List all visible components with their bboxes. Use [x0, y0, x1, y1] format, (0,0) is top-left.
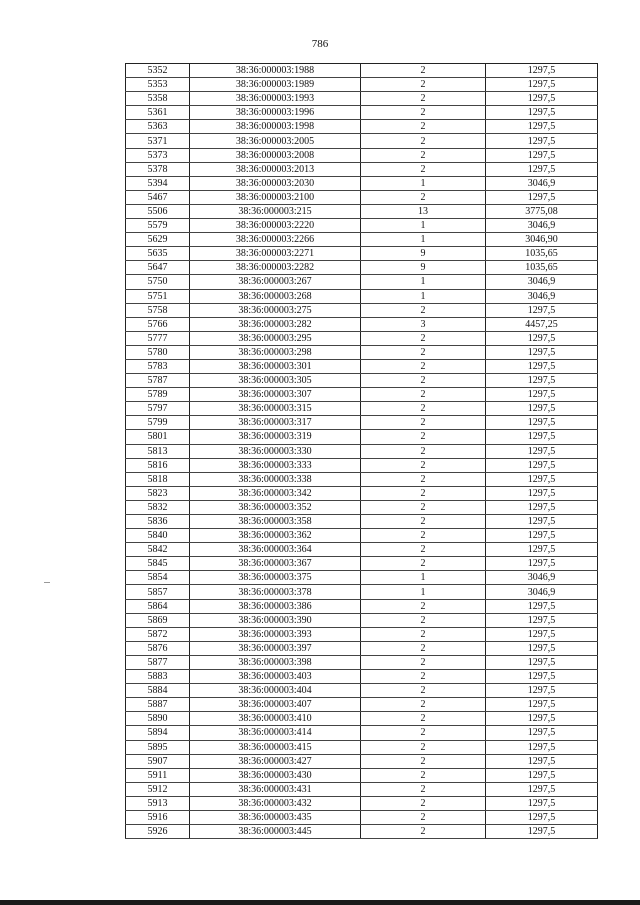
- record-number-cell: 5911: [126, 768, 190, 782]
- value-cell: 1297,5: [486, 430, 598, 444]
- record-number-cell: 5787: [126, 374, 190, 388]
- quantity-cell: 2: [361, 613, 486, 627]
- table-row: [126, 627, 598, 641]
- value-cell: 1297,5: [486, 684, 598, 698]
- quantity-cell: 2: [361, 134, 486, 148]
- quantity-cell: 2: [361, 345, 486, 359]
- record-number-cell: 5751: [126, 289, 190, 303]
- quantity-cell: 1: [361, 571, 486, 585]
- quantity-cell: 2: [361, 162, 486, 176]
- cadastral-number-cell: 38:36:000003:352: [190, 500, 361, 514]
- table-row: [126, 796, 598, 810]
- value-cell: 1297,5: [486, 92, 598, 106]
- quantity-cell: 2: [361, 698, 486, 712]
- cadastral-number-cell: 38:36:000003:275: [190, 303, 361, 317]
- cadastral-number-cell: 38:36:000003:2266: [190, 233, 361, 247]
- cadastral-number-cell: 38:36:000003:431: [190, 782, 361, 796]
- value-cell: 1297,5: [486, 402, 598, 416]
- value-cell: 1297,5: [486, 810, 598, 824]
- table-row: [126, 500, 598, 514]
- cadastral-number-cell: 38:36:000003:2013: [190, 162, 361, 176]
- table-row: [126, 557, 598, 571]
- table-row: [126, 515, 598, 529]
- record-number-cell: 5840: [126, 529, 190, 543]
- quantity-cell: 2: [361, 768, 486, 782]
- quantity-cell: 2: [361, 416, 486, 430]
- record-number-cell: 5506: [126, 204, 190, 218]
- value-cell: 1297,5: [486, 782, 598, 796]
- table-row: [126, 529, 598, 543]
- record-number-cell: 5813: [126, 444, 190, 458]
- cadastral-number-cell: 38:36:000003:305: [190, 374, 361, 388]
- value-cell: 1297,5: [486, 444, 598, 458]
- quantity-cell: 2: [361, 190, 486, 204]
- value-cell: 1297,5: [486, 655, 598, 669]
- table-row: [126, 233, 598, 247]
- cadastral-number-cell: 38:36:000003:432: [190, 796, 361, 810]
- value-cell: 1297,5: [486, 825, 598, 839]
- quantity-cell: 2: [361, 599, 486, 613]
- record-number-cell: 5797: [126, 402, 190, 416]
- value-cell: 3046,9: [486, 275, 598, 289]
- value-cell: 1297,5: [486, 374, 598, 388]
- record-number-cell: 5783: [126, 359, 190, 373]
- value-cell: 3046,9: [486, 176, 598, 190]
- value-cell: 1297,5: [486, 64, 598, 78]
- value-cell: 1297,5: [486, 78, 598, 92]
- cadastral-number-cell: 38:36:000003:404: [190, 684, 361, 698]
- quantity-cell: 2: [361, 782, 486, 796]
- table-row: [126, 740, 598, 754]
- cadastral-number-cell: 38:36:000003:298: [190, 345, 361, 359]
- quantity-cell: 2: [361, 670, 486, 684]
- cadastral-number-cell: 38:36:000003:307: [190, 388, 361, 402]
- quantity-cell: 2: [361, 374, 486, 388]
- record-number-cell: 5378: [126, 162, 190, 176]
- quantity-cell: 2: [361, 500, 486, 514]
- record-number-cell: 5635: [126, 247, 190, 261]
- value-cell: 1297,5: [486, 768, 598, 782]
- quantity-cell: 2: [361, 388, 486, 402]
- record-number-cell: 5857: [126, 585, 190, 599]
- record-number-cell: 5864: [126, 599, 190, 613]
- table-row: [126, 599, 598, 613]
- table-row: [126, 402, 598, 416]
- cadastral-number-cell: 38:36:000003:386: [190, 599, 361, 613]
- value-cell: 1297,5: [486, 134, 598, 148]
- quantity-cell: 9: [361, 247, 486, 261]
- cadastral-number-cell: 38:36:000003:1988: [190, 64, 361, 78]
- value-cell: 1297,5: [486, 740, 598, 754]
- cadastral-number-cell: 38:36:000003:1996: [190, 106, 361, 120]
- value-cell: 3046,9: [486, 571, 598, 585]
- table-row: [126, 92, 598, 106]
- record-number-cell: 5883: [126, 670, 190, 684]
- record-number-cell: 5912: [126, 782, 190, 796]
- table-row: [126, 726, 598, 740]
- table-row: [126, 162, 598, 176]
- quantity-cell: 2: [361, 796, 486, 810]
- table-row: [126, 275, 598, 289]
- cadastral-number-cell: 38:36:000003:403: [190, 670, 361, 684]
- cadastral-number-cell: 38:36:000003:342: [190, 486, 361, 500]
- cadastral-number-cell: 38:36:000003:367: [190, 557, 361, 571]
- record-number-cell: 5818: [126, 472, 190, 486]
- quantity-cell: 2: [361, 627, 486, 641]
- record-number-cell: 5629: [126, 233, 190, 247]
- record-number-cell: 5789: [126, 388, 190, 402]
- cadastral-number-cell: 38:36:000003:2220: [190, 219, 361, 233]
- value-cell: 1297,5: [486, 388, 598, 402]
- quantity-cell: 2: [361, 810, 486, 824]
- quantity-cell: 2: [361, 543, 486, 557]
- record-number-cell: 5361: [126, 106, 190, 120]
- cadastral-number-cell: 38:36:000003:378: [190, 585, 361, 599]
- cadastral-number-cell: 38:36:000003:407: [190, 698, 361, 712]
- quantity-cell: 2: [361, 359, 486, 373]
- quantity-cell: 9: [361, 261, 486, 275]
- value-cell: 3046,9: [486, 585, 598, 599]
- table-row: [126, 120, 598, 134]
- value-cell: 1297,5: [486, 754, 598, 768]
- value-cell: 3046,9: [486, 289, 598, 303]
- cadastral-number-cell: 38:36:000003:282: [190, 317, 361, 331]
- record-number-cell: 5353: [126, 78, 190, 92]
- value-cell: 3046,90: [486, 233, 598, 247]
- quantity-cell: 2: [361, 486, 486, 500]
- cadastral-number-cell: 38:36:000003:375: [190, 571, 361, 585]
- value-cell: 1297,5: [486, 458, 598, 472]
- record-number-cell: 5913: [126, 796, 190, 810]
- table-row: [126, 190, 598, 204]
- cadastral-number-cell: 38:36:000003:2030: [190, 176, 361, 190]
- table-row: [126, 345, 598, 359]
- record-number-cell: 5877: [126, 655, 190, 669]
- table-row: [126, 64, 598, 78]
- table-row: [126, 754, 598, 768]
- table-row: [126, 303, 598, 317]
- value-cell: 1297,5: [486, 359, 598, 373]
- record-number-cell: 5854: [126, 571, 190, 585]
- value-cell: 1297,5: [486, 627, 598, 641]
- value-cell: 1297,5: [486, 190, 598, 204]
- value-cell: 1297,5: [486, 472, 598, 486]
- value-cell: 1297,5: [486, 796, 598, 810]
- quantity-cell: 2: [361, 557, 486, 571]
- quantity-cell: 2: [361, 430, 486, 444]
- cadastral-number-cell: 38:36:000003:295: [190, 331, 361, 345]
- record-number-cell: 5872: [126, 627, 190, 641]
- quantity-cell: 1: [361, 233, 486, 247]
- value-cell: 3775,08: [486, 204, 598, 218]
- cadastral-number-cell: 38:36:000003:430: [190, 768, 361, 782]
- cadastral-number-cell: 38:36:000003:393: [190, 627, 361, 641]
- table-row: [126, 289, 598, 303]
- record-number-cell: 5816: [126, 458, 190, 472]
- record-number-cell: 5467: [126, 190, 190, 204]
- quantity-cell: 2: [361, 331, 486, 345]
- record-number-cell: 5394: [126, 176, 190, 190]
- cadastral-number-cell: 38:36:000003:415: [190, 740, 361, 754]
- table-row: [126, 585, 598, 599]
- scan-bottom-edge: [0, 900, 640, 905]
- cadastral-number-cell: 38:36:000003:268: [190, 289, 361, 303]
- quantity-cell: 3: [361, 317, 486, 331]
- table-row: [126, 712, 598, 726]
- quantity-cell: 2: [361, 64, 486, 78]
- record-number-cell: 5894: [126, 726, 190, 740]
- record-number-cell: 5766: [126, 317, 190, 331]
- value-cell: 1297,5: [486, 331, 598, 345]
- record-number-cell: 5832: [126, 500, 190, 514]
- cadastral-number-cell: 38:36:000003:414: [190, 726, 361, 740]
- quantity-cell: 2: [361, 78, 486, 92]
- quantity-cell: 2: [361, 458, 486, 472]
- table-row: [126, 374, 598, 388]
- quantity-cell: 2: [361, 472, 486, 486]
- registry-table-body: [126, 64, 598, 839]
- table-row: [126, 571, 598, 585]
- record-number-cell: 5363: [126, 120, 190, 134]
- cadastral-number-cell: 38:36:000003:435: [190, 810, 361, 824]
- quantity-cell: 2: [361, 120, 486, 134]
- record-number-cell: 5907: [126, 754, 190, 768]
- record-number-cell: 5895: [126, 740, 190, 754]
- table-row: [126, 106, 598, 120]
- cadastral-number-cell: 38:36:000003:427: [190, 754, 361, 768]
- record-number-cell: 5845: [126, 557, 190, 571]
- record-number-cell: 5876: [126, 641, 190, 655]
- table-row: [126, 768, 598, 782]
- value-cell: 4457,25: [486, 317, 598, 331]
- table-row: [126, 331, 598, 345]
- table-row: [126, 444, 598, 458]
- record-number-cell: 5801: [126, 430, 190, 444]
- cadastral-number-cell: 38:36:000003:397: [190, 641, 361, 655]
- cadastral-number-cell: 38:36:000003:2100: [190, 190, 361, 204]
- cadastral-number-cell: 38:36:000003:2271: [190, 247, 361, 261]
- cadastral-number-cell: 38:36:000003:317: [190, 416, 361, 430]
- value-cell: 1297,5: [486, 698, 598, 712]
- value-cell: 3046,9: [486, 219, 598, 233]
- table-row: [126, 148, 598, 162]
- table-row: [126, 430, 598, 444]
- value-cell: 1297,5: [486, 712, 598, 726]
- table-row: [126, 670, 598, 684]
- quantity-cell: 2: [361, 529, 486, 543]
- cadastral-number-cell: 38:36:000003:319: [190, 430, 361, 444]
- quantity-cell: 2: [361, 712, 486, 726]
- value-cell: 1297,5: [486, 303, 598, 317]
- cadastral-number-cell: 38:36:000003:267: [190, 275, 361, 289]
- value-cell: 1297,5: [486, 726, 598, 740]
- cadastral-number-cell: 38:36:000003:398: [190, 655, 361, 669]
- record-number-cell: 5371: [126, 134, 190, 148]
- table-row: [126, 247, 598, 261]
- table-row: [126, 204, 598, 218]
- scan-artifact: [44, 582, 50, 583]
- record-number-cell: 5799: [126, 416, 190, 430]
- table-row: [126, 359, 598, 373]
- cadastral-number-cell: 38:36:000003:364: [190, 543, 361, 557]
- cadastral-number-cell: 38:36:000003:338: [190, 472, 361, 486]
- record-number-cell: 5579: [126, 219, 190, 233]
- quantity-cell: 13: [361, 204, 486, 218]
- cadastral-number-cell: 38:36:000003:1989: [190, 78, 361, 92]
- table-row: [126, 458, 598, 472]
- table-row: [126, 543, 598, 557]
- table-row: [126, 641, 598, 655]
- record-number-cell: 5916: [126, 810, 190, 824]
- value-cell: 1297,5: [486, 613, 598, 627]
- table-row: [126, 613, 598, 627]
- value-cell: 1297,5: [486, 120, 598, 134]
- value-cell: 1297,5: [486, 500, 598, 514]
- cadastral-number-cell: 38:36:000003:362: [190, 529, 361, 543]
- cadastral-number-cell: 38:36:000003:1993: [190, 92, 361, 106]
- value-cell: 1297,5: [486, 515, 598, 529]
- record-number-cell: 5890: [126, 712, 190, 726]
- table-row: [126, 655, 598, 669]
- cadastral-number-cell: 38:36:000003:215: [190, 204, 361, 218]
- value-cell: 1297,5: [486, 148, 598, 162]
- table-row: [126, 782, 598, 796]
- value-cell: 1297,5: [486, 529, 598, 543]
- value-cell: 1297,5: [486, 106, 598, 120]
- cadastral-number-cell: 38:36:000003:315: [190, 402, 361, 416]
- record-number-cell: 5887: [126, 698, 190, 712]
- cadastral-number-cell: 38:36:000003:333: [190, 458, 361, 472]
- cadastral-number-cell: 38:36:000003:330: [190, 444, 361, 458]
- quantity-cell: 2: [361, 754, 486, 768]
- quantity-cell: 2: [361, 740, 486, 754]
- quantity-cell: 2: [361, 641, 486, 655]
- table-row: [126, 261, 598, 275]
- quantity-cell: 2: [361, 148, 486, 162]
- registry-table: [125, 63, 598, 839]
- record-number-cell: 5842: [126, 543, 190, 557]
- cadastral-number-cell: 38:36:000003:445: [190, 825, 361, 839]
- quantity-cell: 1: [361, 219, 486, 233]
- record-number-cell: 5358: [126, 92, 190, 106]
- cadastral-number-cell: 38:36:000003:358: [190, 515, 361, 529]
- cadastral-number-cell: 38:36:000003:2005: [190, 134, 361, 148]
- record-number-cell: 5647: [126, 261, 190, 275]
- value-cell: 1297,5: [486, 486, 598, 500]
- quantity-cell: 2: [361, 515, 486, 529]
- cadastral-number-cell: 38:36:000003:410: [190, 712, 361, 726]
- record-number-cell: 5777: [126, 331, 190, 345]
- table-row: [126, 416, 598, 430]
- record-number-cell: 5373: [126, 148, 190, 162]
- table-row: [126, 134, 598, 148]
- cadastral-number-cell: 38:36:000003:2282: [190, 261, 361, 275]
- quantity-cell: 1: [361, 176, 486, 190]
- quantity-cell: 2: [361, 303, 486, 317]
- value-cell: 1297,5: [486, 543, 598, 557]
- table-row: [126, 825, 598, 839]
- value-cell: 1035,65: [486, 247, 598, 261]
- quantity-cell: 2: [361, 684, 486, 698]
- table-row: [126, 176, 598, 190]
- cadastral-number-cell: 38:36:000003:1998: [190, 120, 361, 134]
- table-row: [126, 486, 598, 500]
- table-row: [126, 810, 598, 824]
- record-number-cell: 5352: [126, 64, 190, 78]
- record-number-cell: 5926: [126, 825, 190, 839]
- quantity-cell: 1: [361, 275, 486, 289]
- page-number: 786: [311, 38, 329, 50]
- record-number-cell: 5823: [126, 486, 190, 500]
- value-cell: 1035,65: [486, 261, 598, 275]
- cadastral-number-cell: 38:36:000003:301: [190, 359, 361, 373]
- quantity-cell: 2: [361, 726, 486, 740]
- table-row: [126, 472, 598, 486]
- quantity-cell: 2: [361, 92, 486, 106]
- table-row: [126, 388, 598, 402]
- quantity-cell: 2: [361, 402, 486, 416]
- value-cell: 1297,5: [486, 345, 598, 359]
- quantity-cell: 2: [361, 106, 486, 120]
- quantity-cell: 1: [361, 585, 486, 599]
- quantity-cell: 2: [361, 444, 486, 458]
- table-row: [126, 219, 598, 233]
- cadastral-number-cell: 38:36:000003:2008: [190, 148, 361, 162]
- value-cell: 1297,5: [486, 599, 598, 613]
- table-row: [126, 698, 598, 712]
- value-cell: 1297,5: [486, 670, 598, 684]
- value-cell: 1297,5: [486, 162, 598, 176]
- quantity-cell: 2: [361, 655, 486, 669]
- value-cell: 1297,5: [486, 557, 598, 571]
- cadastral-number-cell: 38:36:000003:390: [190, 613, 361, 627]
- record-number-cell: 5780: [126, 345, 190, 359]
- record-number-cell: 5884: [126, 684, 190, 698]
- record-number-cell: 5836: [126, 515, 190, 529]
- table-row: [126, 684, 598, 698]
- record-number-cell: 5869: [126, 613, 190, 627]
- value-cell: 1297,5: [486, 416, 598, 430]
- value-cell: 1297,5: [486, 641, 598, 655]
- table-row: [126, 78, 598, 92]
- quantity-cell: 2: [361, 825, 486, 839]
- record-number-cell: 5758: [126, 303, 190, 317]
- table-row: [126, 317, 598, 331]
- quantity-cell: 1: [361, 289, 486, 303]
- record-number-cell: 5750: [126, 275, 190, 289]
